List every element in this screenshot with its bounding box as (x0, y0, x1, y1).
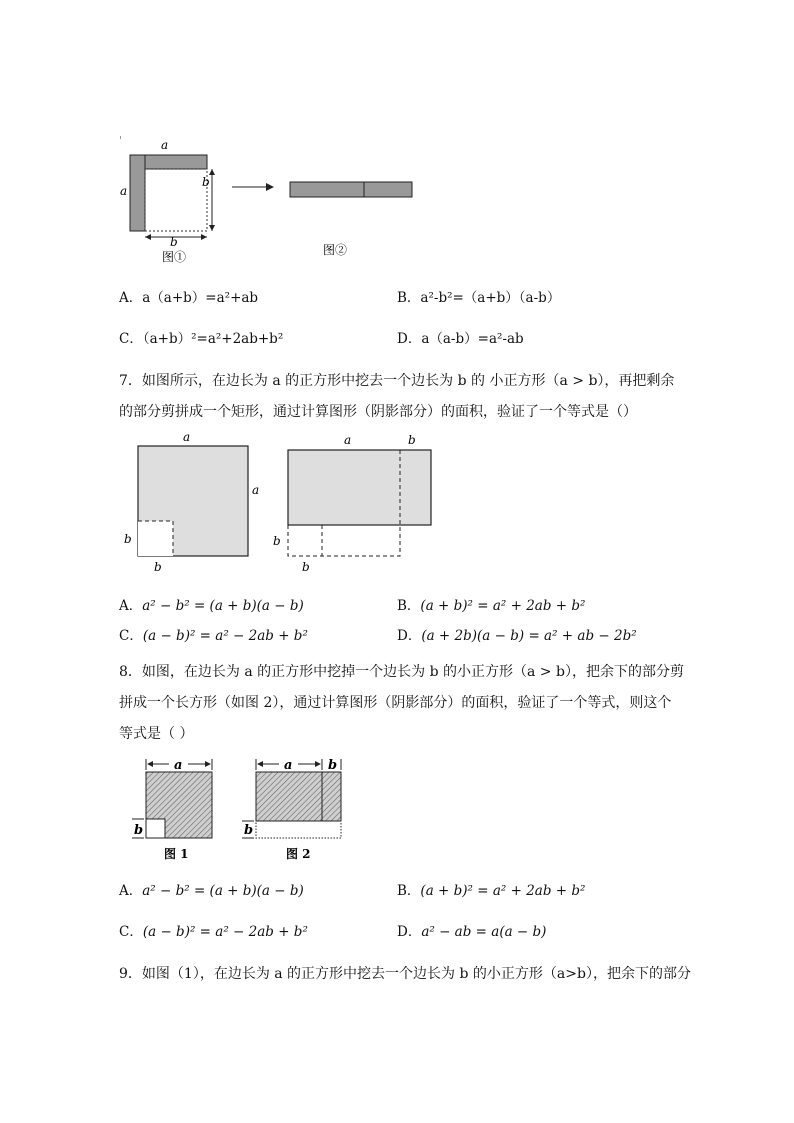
q8-fig2-caption: 图 2 (286, 847, 311, 861)
q8-fig2-label-b-top: b (328, 758, 338, 773)
q7-option-c (119, 630, 308, 644)
q8-figures (128, 752, 358, 867)
q6-label-a-top: a (161, 138, 169, 152)
q7-figures (118, 428, 448, 578)
q8-option-d-text: a² − ab = a(a − b) (421, 924, 547, 940)
q7-option-d (397, 630, 637, 644)
q8-option-a-text: a² − b² = (a + b)(a − b) (142, 883, 304, 899)
q7-fig2-rect (288, 450, 431, 525)
q6-fig1-dotted-square (145, 169, 207, 231)
q6-option-a-text: a（a+b）=a²+ab (142, 290, 259, 306)
q7-option-c-text: (a − b)² = a² − 2ab + b² (142, 628, 308, 644)
q8-fig1-label-a: a (174, 758, 183, 773)
q8-fig1-small-square (146, 819, 165, 838)
q6-option-b-text: a²-b²=（a+b）（a-b） (420, 290, 561, 306)
q8-option-a (119, 885, 304, 899)
q7-option-d-letter: D． (397, 628, 422, 644)
q7-stem-line1: 7．如图所示，在边长为 a 的正方形中挖去一个边长为 b 的 小正方形（a > b），再把剩余 (119, 373, 675, 389)
q6-label-a-left: a (120, 184, 128, 198)
q8-option-a-letter: A． (119, 883, 143, 899)
q6-label-b-right: b (202, 175, 210, 189)
q8-option-c (119, 926, 308, 940)
q7-fig2-label-b-bottom: b (302, 560, 310, 574)
q8-option-c-letter: C． (119, 924, 143, 940)
q6-fig1-vertical-bar (130, 155, 145, 231)
q8-fig2-label-a: a (284, 758, 293, 773)
q8-option-b-letter: B． (397, 883, 421, 899)
q8-fig1-caption: 图 1 (164, 847, 189, 861)
q7-fig2-label-a: a (344, 433, 352, 447)
q7-fig2-label-b-top: b (408, 433, 416, 447)
q7-option-b (397, 600, 585, 614)
q7-option-a (119, 600, 304, 614)
q7-fig1-label-b-left: b (124, 532, 132, 546)
q8-option-d (397, 926, 546, 940)
q7-fig2-label-b-left: b (273, 534, 281, 548)
q7-fig1-label-a-top: a (183, 430, 191, 444)
q8-stem-line1: 8．如图，在边长为 a 的正方形中挖掉一个边长为 b 的小正方形（a > b），把余下的部分剪 (119, 664, 684, 680)
q7-option-a-letter: A． (119, 598, 143, 614)
q7-stem-line2: 的部分剪拼成一个矩形，通过计算图形（阴影部分）的面积，验证了一个等式是（） (119, 404, 637, 420)
q6-fig1-horizontal-bar (145, 155, 207, 169)
q8-fig2-dotted-strip (256, 821, 341, 838)
q7-option-a-text: a² − b² = (a + b)(a − b) (142, 598, 304, 614)
q7-option-c-letter: C． (119, 628, 143, 644)
q8-fig2-rect (256, 772, 341, 821)
q6-option-d-letter: D． (397, 331, 422, 347)
q8-option-d-letter: D． (397, 924, 422, 940)
q6-option-b (397, 292, 560, 306)
q7-option-d-text: (a + 2b)(a − b) = a² + ab − 2b² (421, 628, 637, 644)
q7-fig1-label-b-bottom: b (154, 560, 162, 574)
q6-option-d-text: a（a-b）=a²-ab (421, 331, 524, 347)
q6-option-d (397, 333, 524, 347)
q6-fig2-rect-left (290, 182, 364, 197)
q6-fig1-caption: 图① (162, 250, 187, 264)
q7-option-b-text: (a + b)² = a² + 2ab + b² (420, 598, 586, 614)
q8-fig1-label-b: b (134, 823, 144, 838)
q6-option-a (119, 292, 258, 306)
q8-stem-line3: 等式是（ ） (119, 726, 194, 742)
q7-fig1-label-a-right: a (252, 483, 260, 497)
q7-fig1-small-square (138, 521, 173, 556)
q6-fig2-rect-right (364, 182, 412, 197)
q6-option-c-letter: C． (119, 331, 143, 347)
q6-label-b-bottom: b (170, 235, 178, 249)
q6-figures (110, 128, 440, 268)
q8-fig2-label-b-left: b (244, 823, 254, 838)
q8-stem-line2: 拼成一个长方形（如图 2），通过计算图形（阴影部分）的面积，验证了一个等式，则这个 (119, 695, 672, 711)
q7-option-b-letter: B． (397, 598, 421, 614)
q6-option-b-letter: B． (397, 290, 421, 306)
q8-option-c-text: (a − b)² = a² − 2ab + b² (142, 924, 308, 940)
q9-stem-line1: 9．如图（1），在边长为 a 的正方形中挖去一个边长为 b 的小正方形（a>b），把余下的部分 (119, 966, 691, 982)
q8-option-b-text: (a + b)² = a² + 2ab + b² (420, 883, 586, 899)
q6-option-a-letter: A． (119, 290, 143, 306)
q6-option-c-text: （a+b）²=a²+2ab+b² (142, 331, 284, 347)
q6-fig2-caption: 图② (323, 243, 348, 257)
q6-option-c (119, 333, 283, 347)
q8-option-b (397, 885, 585, 899)
